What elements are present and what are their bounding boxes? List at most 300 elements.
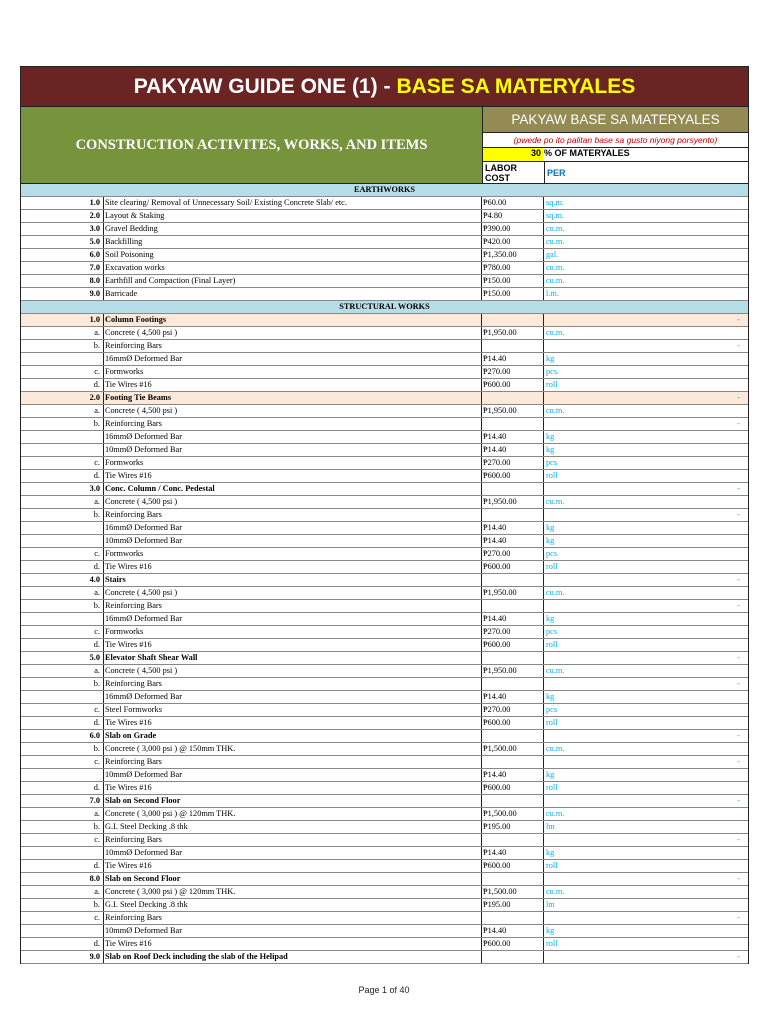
labor-cost [482,665,544,677]
item-description-text: Slab on Roof Deck including the slab of the Helipad [105,952,288,961]
unit [544,626,748,638]
item-description-text: Tie Wires #16 [105,783,152,792]
labor-cost-text: ₱420.00 [483,237,511,246]
labor-cost [482,626,544,638]
item-number [21,912,104,924]
table-row [21,340,748,353]
item-number-text: c. [94,627,100,636]
dash-marker: - [737,913,740,922]
item-number-text: 9.0 [89,289,100,298]
unit [544,886,748,898]
item-number [21,756,104,768]
item-description [104,327,482,339]
labor-cost [482,223,544,235]
item-description [104,223,482,235]
labor-cost [482,678,544,690]
unit [544,353,748,365]
dash-marker: - [737,601,740,610]
item-description-text: Reinforcing Bars [105,601,162,610]
item-number [21,522,104,534]
item-description [104,912,482,924]
item-number-text: b. [93,679,100,688]
item-number-text: 9.0 [89,952,100,961]
pakyaw-title: PAKYAW BASE SA MATERYALES [483,107,748,133]
table-row [21,912,748,925]
item-number-text: a. [94,328,100,337]
item-number-text: 2.0 [89,211,100,220]
labor-cost [482,561,544,573]
group-row [21,795,748,808]
unit [544,769,748,781]
item-description [104,613,482,625]
item-description-text: Tie Wires #16 [105,640,152,649]
labor-cost-text: ₱14.40 [483,848,507,857]
labor-cost-text: ₱600.00 [483,861,511,870]
table-row [21,327,748,340]
unit-text: kg [546,354,555,363]
dash-marker: - [737,653,740,662]
item-number-text: a. [94,406,100,415]
item-number [21,769,104,781]
unit [544,951,748,963]
item-description [104,197,482,209]
item-number [21,275,104,287]
percent-row [483,148,748,162]
unit [544,405,748,417]
item-description-text: Tie Wires #16 [105,718,152,727]
item-number-text: 2.0 [89,393,100,402]
item-description [104,210,482,222]
item-description-text: Concrete ( 4,500 psi ) [105,328,178,337]
item-number [21,652,104,664]
unit-text: cu.m. [546,263,565,272]
item-description-text: Tie Wires #16 [105,939,152,948]
item-description-text: Formworks [105,549,144,558]
item-number [21,691,104,703]
item-number [21,314,104,326]
item-description [104,899,482,911]
dash-marker: - [737,510,740,519]
item-number [21,938,104,950]
item-number-text: a. [94,809,100,818]
item-description-text: Tie Wires #16 [105,471,152,480]
item-number [21,223,104,235]
item-number-text: b. [93,900,100,909]
item-number [21,600,104,612]
unit [544,717,748,729]
labor-cost [482,353,544,365]
activities-header: CONSTRUCTION ACTIVITES, WORKS, AND ITEMS [21,107,483,183]
unit [544,613,748,625]
labor-cost [482,834,544,846]
group-row [21,652,748,665]
labor-cost [482,509,544,521]
item-number-text: c. [94,835,100,844]
item-description [104,496,482,508]
labor-cost-text: ₱195.00 [483,822,511,831]
item-number [21,639,104,651]
item-description [104,769,482,781]
labor-cost [482,743,544,755]
labor-cost [482,236,544,248]
labor-cost-text: ₱150.00 [483,276,511,285]
unit [544,860,748,872]
labor-cost [482,691,544,703]
labor-cost [482,613,544,625]
table-row [21,847,748,860]
dash-marker: - [737,952,740,961]
item-description [104,951,482,963]
table-row [21,249,748,262]
labor-cost [482,925,544,937]
labor-cost-text: ₱600.00 [483,380,511,389]
labor-cost [482,418,544,430]
item-number-text: 1.0 [89,315,100,324]
item-description-text: Excavation works [105,263,165,272]
item-description [104,561,482,573]
labor-cost [482,379,544,391]
unit [544,639,748,651]
labor-cost-text: ₱14.40 [483,432,507,441]
item-number [21,574,104,586]
labor-cost-text: ₱14.40 [483,692,507,701]
item-description-text: Concrete ( 3,000 psi ) @ 120mm THK. [105,809,236,818]
table-row [21,210,748,223]
unit [544,782,748,794]
table-row [21,496,748,509]
unit [544,587,748,599]
table-row [21,626,748,639]
item-number-text: 1.0 [89,198,100,207]
item-number [21,262,104,274]
item-number-text: c. [94,458,100,467]
item-description-text: Reinforcing Bars [105,913,162,922]
labor-cost-text: ₱390.00 [483,224,511,233]
item-description [104,548,482,560]
unit [544,509,748,521]
unit-text: roll [546,640,558,649]
table-header [21,107,748,184]
unit-text: kg [546,926,555,935]
item-description [104,665,482,677]
table-row [21,262,748,275]
item-description [104,678,482,690]
labor-cost [482,340,544,352]
table-row [21,834,748,847]
unit-text: roll [546,783,558,792]
item-number [21,431,104,443]
unit [544,340,748,352]
labor-cost-text: ₱60.00 [483,198,507,207]
item-description [104,483,482,495]
item-description [104,314,482,326]
item-description [104,392,482,404]
item-description-text: Soil Poisoning [105,250,154,259]
unit-text: roll [546,718,558,727]
labor-cost-text: ₱1,950.00 [483,328,517,337]
item-description [104,431,482,443]
labor-cost-text: ₱600.00 [483,939,511,948]
unit [544,496,748,508]
item-description-text: 16mmØ Deformed Bar [105,354,182,363]
table-row [21,756,748,769]
item-number [21,470,104,482]
item-description [104,236,482,248]
unit [544,535,748,547]
unit [544,847,748,859]
labor-cost [482,522,544,534]
labor-cost [482,470,544,482]
labor-cost [482,574,544,586]
labor-cost-text: ₱14.40 [483,614,507,623]
pakyaw-header [483,107,748,183]
section-label: EARTHWORKS [353,185,416,194]
labor-cost-text: ₱1,950.00 [483,406,517,415]
labor-cost-header: LABOR COST [483,162,545,183]
item-description [104,249,482,261]
item-description [104,509,482,521]
unit-text: kg [546,770,555,779]
table-row [21,613,748,626]
item-description-text: Layout & Staking [105,211,165,220]
group-row [21,392,748,405]
unit-text: l.m. [546,289,559,298]
item-number [21,886,104,898]
item-description [104,782,482,794]
unit-text: cu.m. [546,276,565,285]
labor-cost [482,496,544,508]
item-description [104,704,482,716]
item-description-text: Concrete ( 3,000 psi ) @ 150mm THK. [105,744,236,753]
unit [544,392,748,404]
dash-marker: - [737,315,740,324]
item-description [104,626,482,638]
table-row [21,925,748,938]
unit [544,275,748,287]
table-row [21,548,748,561]
item-description-text: 10mmØ Deformed Bar [105,445,182,454]
item-number-text: 6.0 [89,250,100,259]
labor-cost [482,951,544,963]
item-number-text: b. [93,744,100,753]
item-number-text: b. [93,510,100,519]
dash-marker: - [737,484,740,493]
section-header [21,301,748,314]
group-row [21,951,748,964]
item-description-text: Gravel Bedding [105,224,158,233]
item-description-text: 16mmØ Deformed Bar [105,692,182,701]
unit [544,561,748,573]
item-number [21,808,104,820]
item-number [21,613,104,625]
table-row [21,444,748,457]
item-number-text: d. [93,861,100,870]
unit [544,600,748,612]
labor-cost [482,587,544,599]
labor-cost [482,600,544,612]
unit [544,314,748,326]
item-number [21,860,104,872]
labor-cost [482,639,544,651]
item-number [21,327,104,339]
item-number [21,457,104,469]
unit [544,223,748,235]
labor-cost [482,912,544,924]
labor-cost [482,288,544,300]
labor-cost [482,808,544,820]
labor-cost [482,535,544,547]
table-row [21,457,748,470]
unit [544,925,748,937]
item-description-text: Reinforcing Bars [105,341,162,350]
table-row [21,600,748,613]
item-number [21,548,104,560]
table-row [21,938,748,951]
item-description [104,366,482,378]
item-description [104,691,482,703]
item-description-text: Reinforcing Bars [105,679,162,688]
labor-cost-text: ₱600.00 [483,562,511,571]
item-number-text: c. [94,757,100,766]
item-number-text: b. [93,419,100,428]
item-number [21,496,104,508]
unit [544,236,748,248]
labor-cost [482,431,544,443]
item-number [21,561,104,573]
item-number [21,730,104,742]
item-description [104,652,482,664]
item-description-text: Tie Wires #16 [105,861,152,870]
labor-cost [482,938,544,950]
labor-cost-text: ₱600.00 [483,718,511,727]
unit-text: kg [546,523,555,532]
item-number-text: c. [94,549,100,558]
item-description-text: Backfilling [105,237,143,246]
labor-cost-text: ₱600.00 [483,471,511,480]
unit [544,912,748,924]
table-row [21,691,748,704]
table-row [21,353,748,366]
item-number-text: d. [93,640,100,649]
unit [544,379,748,391]
unit-text: roll [546,471,558,480]
unit-text: pcs [546,549,558,558]
item-number [21,288,104,300]
item-number [21,821,104,833]
labor-cost [482,769,544,781]
labor-cost-text: ₱4.80 [483,211,503,220]
labor-cost [482,327,544,339]
item-description-text: Stairs [105,575,126,584]
labor-cost [482,704,544,716]
dash-marker: - [737,419,740,428]
unit-text: pcs [546,458,558,467]
dash-marker: - [737,835,740,844]
item-description-text: Concrete ( 4,500 psi ) [105,497,178,506]
item-description-text: 10mmØ Deformed Bar [105,848,182,857]
item-description-text: Earthfill and Compaction (Final Layer) [105,276,236,285]
dash-marker: - [737,874,740,883]
labor-cost [482,899,544,911]
unit [544,288,748,300]
table-row [21,223,748,236]
unit-text: cu.m. [546,809,565,818]
table-row [21,717,748,730]
item-description-text: Elevator Shaft Shear Wall [105,653,198,662]
group-row [21,730,748,743]
item-number-text: a. [94,497,100,506]
group-row [21,873,748,886]
item-number [21,587,104,599]
item-number [21,210,104,222]
labor-cost [482,457,544,469]
item-number-text: 5.0 [89,237,100,246]
unit-text: lm [546,822,555,831]
item-description-text: Column Footings [105,315,167,324]
item-description [104,405,482,417]
item-number [21,899,104,911]
per-header: PER [547,167,566,178]
item-description [104,275,482,287]
unit [544,483,748,495]
item-description [104,288,482,300]
percent-input[interactable]: 30 [483,148,543,161]
item-description-text: Concrete ( 4,500 psi ) [105,666,178,675]
item-description-text: Tie Wires #16 [105,562,152,571]
labor-cost [482,717,544,729]
labor-cost-text: ₱780.00 [483,263,511,272]
item-description-text: Formworks [105,458,144,467]
table-row [21,665,748,678]
table-row [21,704,748,717]
item-number-text: 7.0 [89,796,100,805]
unit-text: cu.m. [546,237,565,246]
item-description [104,470,482,482]
table-row [21,678,748,691]
item-description [104,821,482,833]
unit [544,678,748,690]
unit [544,470,748,482]
table-row [21,769,748,782]
dash-marker: - [737,341,740,350]
item-description [104,925,482,937]
labor-cost [482,314,544,326]
unit [544,444,748,456]
unit [544,834,748,846]
table-row [21,275,748,288]
item-description-text: Slab on Second Floor [105,796,181,805]
item-number [21,405,104,417]
item-number [21,704,104,716]
title-highlight: BASE SA MATERYALES [396,74,636,98]
dash-marker: - [737,393,740,402]
item-number-text: d. [93,562,100,571]
unit-text: roll [546,939,558,948]
table-row [21,860,748,873]
item-description [104,535,482,547]
item-number [21,873,104,885]
item-description [104,353,482,365]
item-number [21,535,104,547]
unit-text: kg [546,692,555,701]
table-row [21,379,748,392]
item-description-text: 10mmØ Deformed Bar [105,536,182,545]
item-number-text: 4.0 [89,575,100,584]
section-label: STRUCTURAL WORKS [339,302,430,311]
labor-cost [482,197,544,209]
unit [544,730,748,742]
table-body [21,184,748,964]
